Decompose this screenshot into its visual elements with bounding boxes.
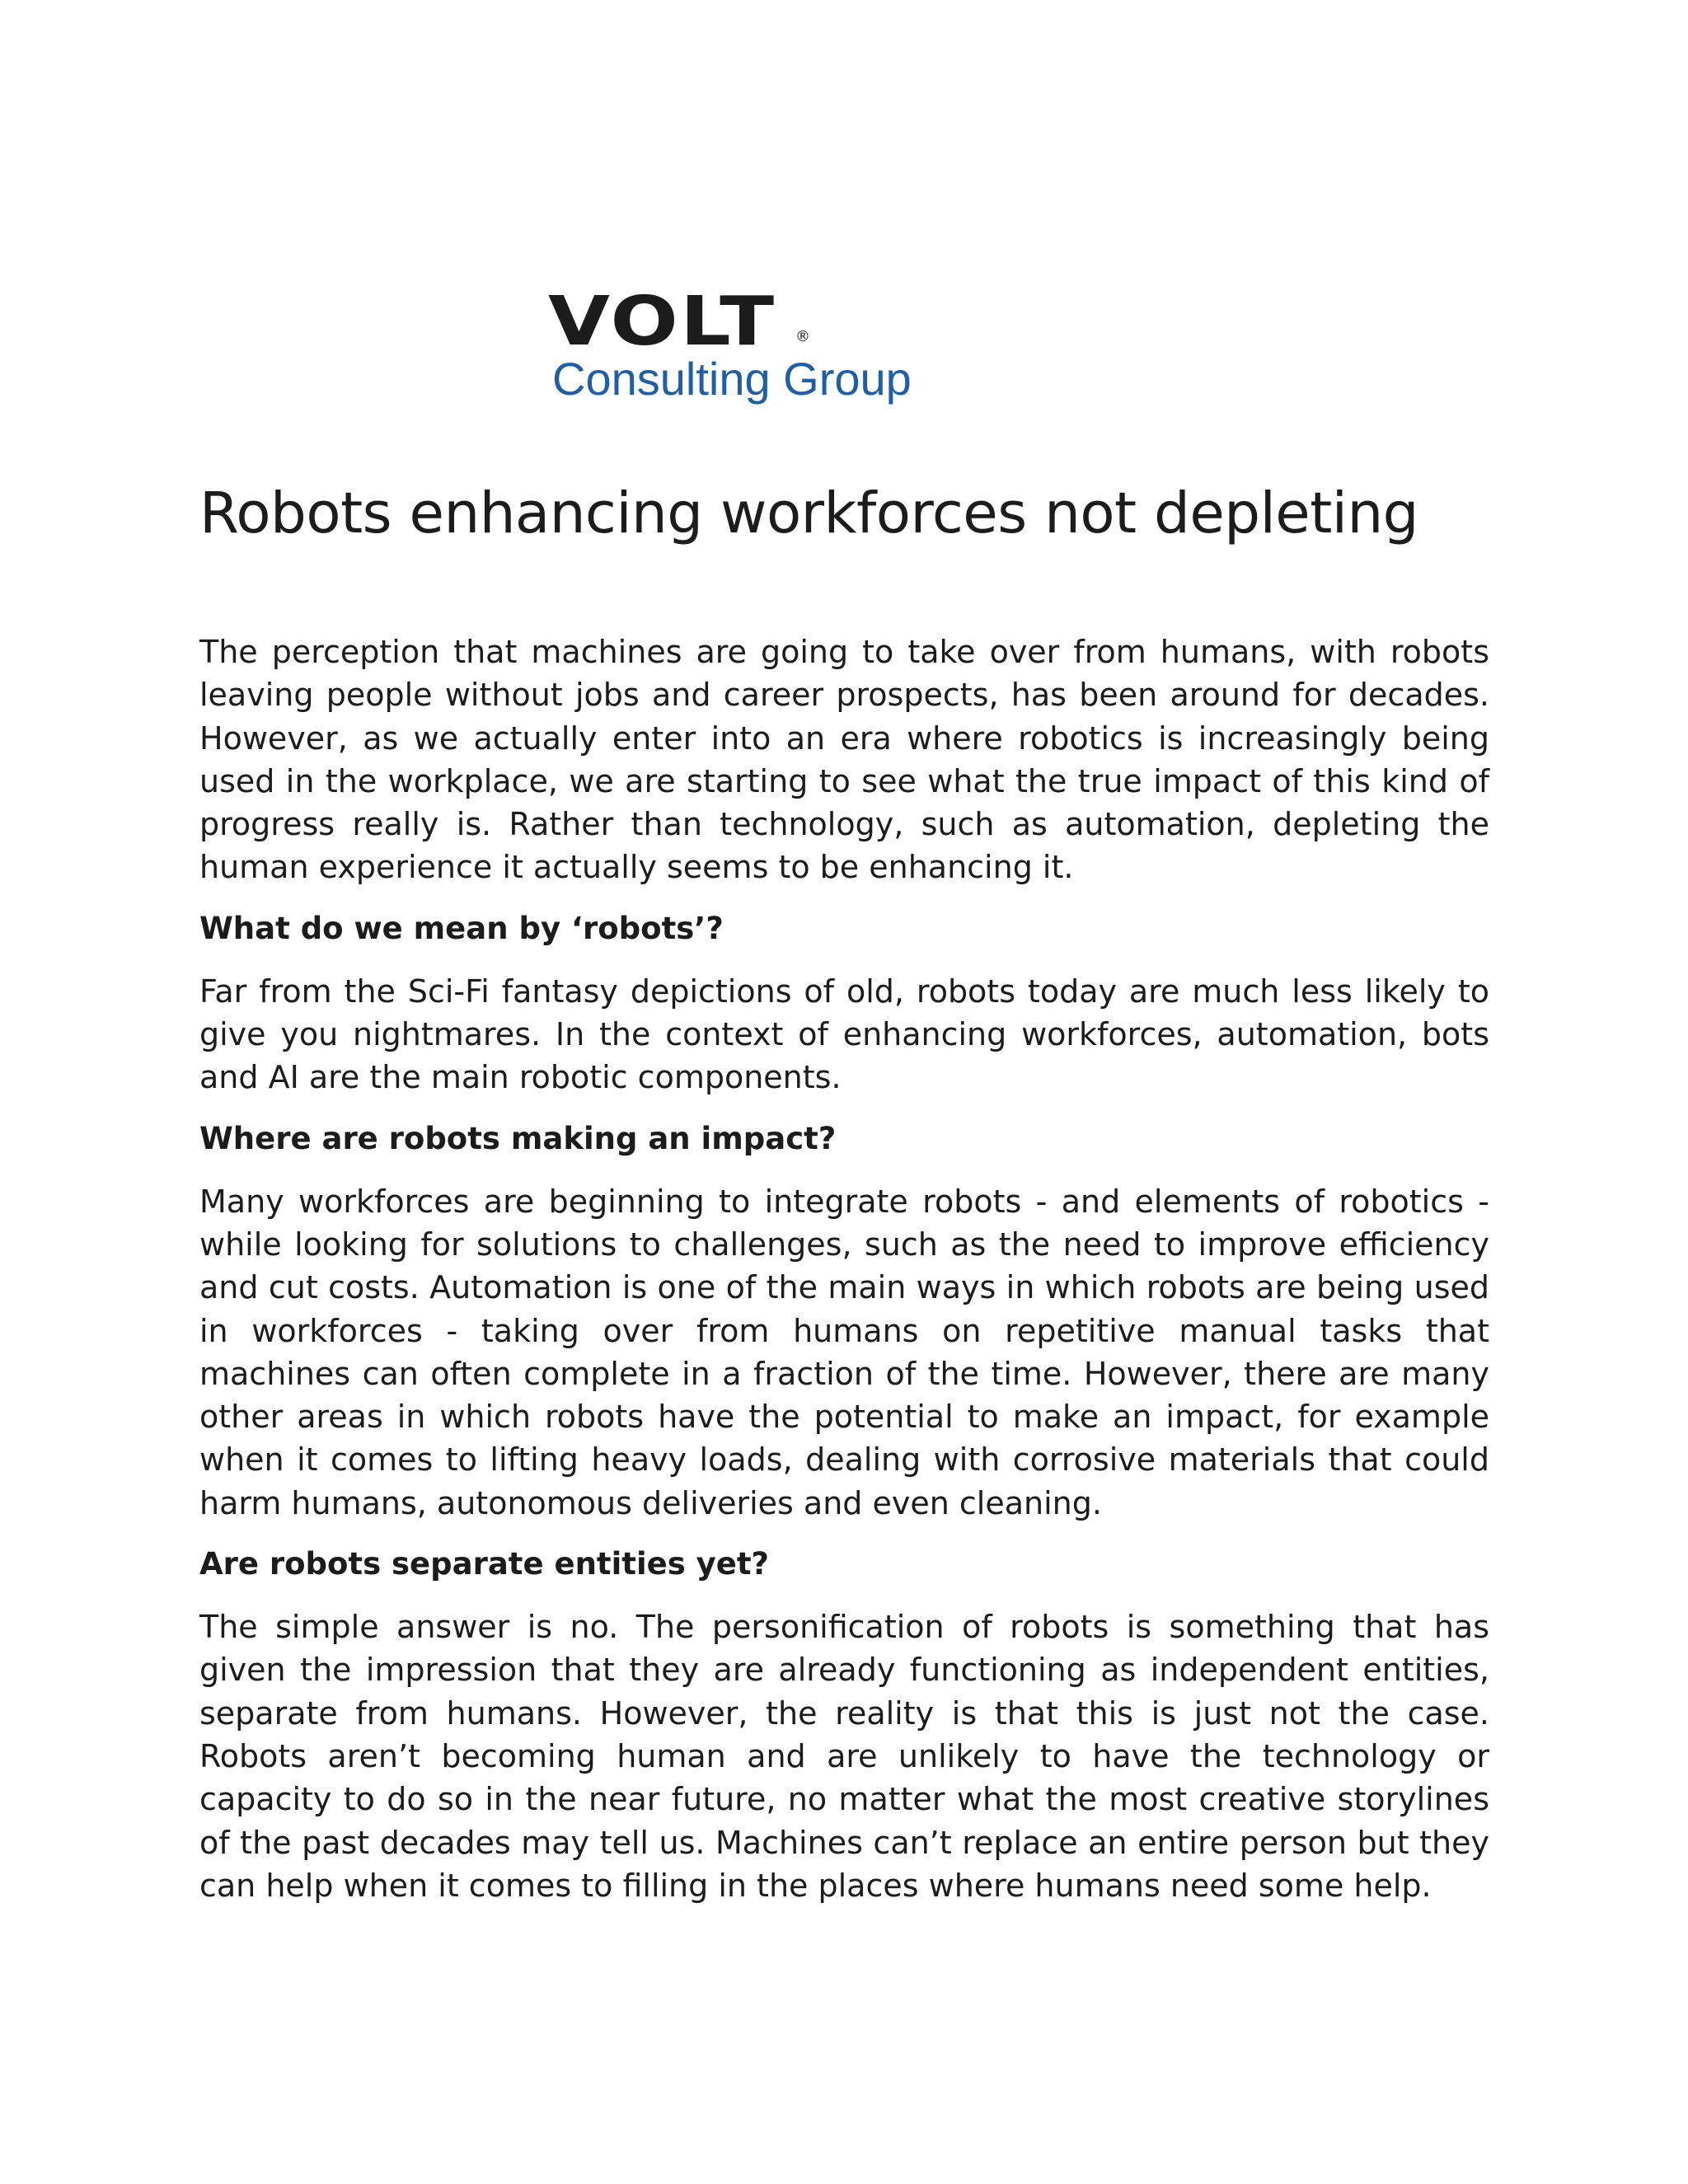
page-title: Robots enhancing workforces not depleting xyxy=(199,480,1418,546)
section-heading-robots-impact: Where are robots making an impact? xyxy=(199,1120,837,1156)
article-body xyxy=(199,476,1489,1907)
section-body-robots-impact: Many workforces are beginning to integrate robots - and elements of robotics - while looking for solutions to challenges, such as the need to improve efficiency and cut costs. Automation is one of the main ways in which robots are being used in workforces - taking over from humans on repetitive manual tasks that machines can often complete in a fraction of the time. However, there are many other areas in which robots have the potential to make an impact, for example when it comes to lifting heavy loads, dealing with corrosive materials that could harm humans, autonomous deliveries and even cleaning. xyxy=(199,1183,1489,1521)
section-heading-robots-entities: Are robots separate entities yet? xyxy=(199,1546,770,1582)
section-heading-robots-meaning: What do we mean by ‘robots’? xyxy=(199,910,724,946)
section-body-robots-meaning: Far from the Sci-Fi fantasy depictions of old, robots today are much less likely to give you nightmares. In the context of enhancing workforces, automation, bots and AI are the main robotic components. xyxy=(199,972,1489,1096)
section-body-robots-entities: The simple answer is no. The personification of robots is something that has given the impression that they are already functioning as independent entities, separate from humans. However, the reality is that this is just not the case. Robots aren’t becoming human and are unlikely to have the technology or capacity to do so in the near future, no matter what the most creative storylines of the past decades may tell us. Machines can’t replace an entire person but they can help when it comes to filling in the places where humans need some help. xyxy=(199,1609,1489,1904)
volt-logo xyxy=(548,283,927,405)
intro-paragraph: The perception that machines are going to take over from humans, with robots leaving people without jobs and career prospects, has been around for decades. However, as we actually enter into an era where robotics is increasingly being used in the workplace, we are starting to see what the true impact of this kind of progress really is. Rather than technology, such as automation, depleting the human experience it actually seems to be enhancing it. xyxy=(199,634,1489,886)
logo-subtitle: Consulting Group xyxy=(552,353,912,405)
logo-wordmark: VOLT xyxy=(548,283,776,361)
registered-mark: ® xyxy=(795,328,810,345)
